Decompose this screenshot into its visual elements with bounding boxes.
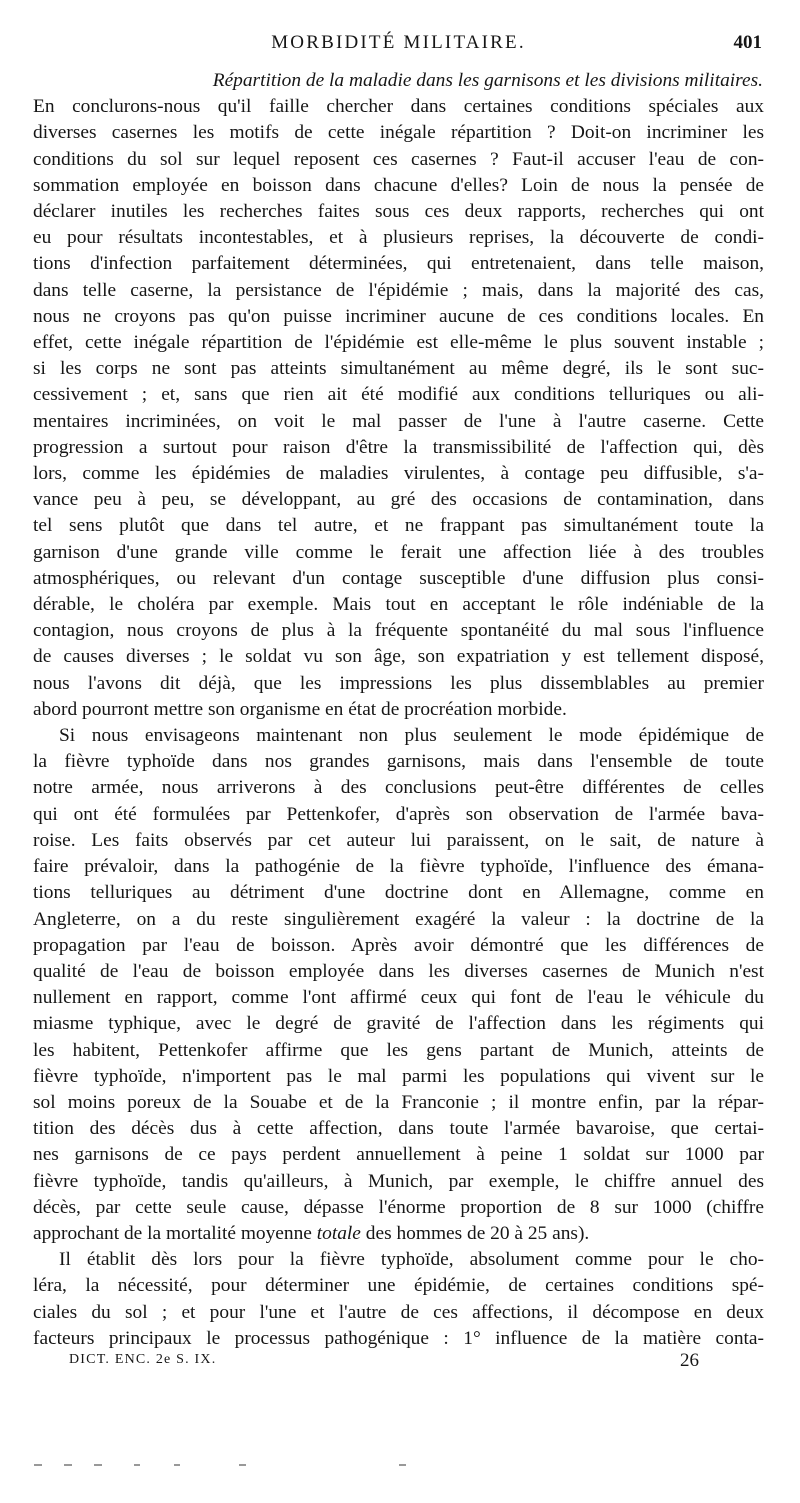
footer: [69, 1350, 699, 1371]
text-line: dans telle caserne, la persistance de l'épidémie ; mais, dans la majorité des cas,: [33, 279, 764, 301]
text-run: approchant de la mortalité moyenne: [33, 1222, 317, 1244]
paragraph-1: [33, 94, 764, 723]
text-line: notre armée, nous arriverons à des conclusions peut-être différentes de celles: [33, 777, 764, 799]
emphasis-word: totale: [316, 1222, 361, 1244]
text-line: nullement en rapport, comme l'ont affirmé ceux qui font de l'eau le véhicule du: [33, 987, 764, 1009]
text-line: la fièvre typhoïde dans nos grandes garnisons, mais dans l'ensemble de toute: [33, 751, 764, 773]
text-line: tition des décès dus à cette affection, dans toute l'armée bavaroise, que certai-: [33, 1118, 764, 1140]
text-line: mentaires incriminées, on voit le mal passer de l'une à l'autre caserne. Cette: [33, 410, 764, 432]
text-run: des hommes de 20 à 25 ans).: [360, 1222, 590, 1244]
text-line: lors, comme les épidémies de maladies virulentes, à contage peu diffusible, s'a-: [33, 463, 764, 485]
text-line: cessivement ; et, sans que rien ait été modifié aux conditions telluriques ou ali-: [33, 384, 764, 406]
text-line: tions d'infection parfaitement déterminées, qui entretenaient, dans telle maison,: [33, 253, 764, 275]
signature-number: 26: [680, 1350, 699, 1371]
text-line: qualité de l'eau de boisson employée dans les diverses casernes de Munich n'est: [33, 960, 764, 982]
text-line: sol moins poreux de la Souabe et de la Franconie ; il montre enfin, par la répar-: [33, 1091, 764, 1113]
text-line: eu pour résultats incontestables, et à plusieurs reprises, la découverte de condi-: [33, 227, 764, 249]
text-line: vance peu à peu, se développant, au gré des occasions de contamination, dans: [33, 489, 764, 511]
text-line: Si nous envisageons maintenant non plus seulement le mode épidémique de: [59, 725, 764, 747]
text-line: facteurs principaux le processus pathogénique : 1° influence de la matière conta-: [33, 1327, 764, 1349]
running-head: [33, 32, 764, 56]
text-line: garnison d'une grande ville comme le ferait une affection liée à des troubles: [33, 541, 764, 563]
text-line: nous ne croyons pas qu'on puisse incriminer aucune de ces conditions locales. En: [33, 305, 764, 327]
text-line: si les corps ne sont pas atteints simultanément au même degré, ils le sont suc-: [33, 358, 764, 380]
scan-artifact-marks: [34, 1462, 414, 1468]
page-number: 401: [733, 32, 762, 53]
text-line: dérable, le choléra par exemple. Mais tout en acceptant le rôle indéniable de la: [33, 594, 764, 616]
paragraph-3: [33, 1247, 764, 1352]
text-line: tel sens plutôt que dans tel autre, et ne frappant pas simultanément toute la: [33, 515, 764, 537]
text-line: abord pourront mettre son organisme en état de procréation morbide.: [33, 698, 567, 720]
text-line: déclarer inutiles les recherches faites sous ces deux rapports, recherches qui ont: [33, 201, 764, 223]
text-line: tions telluriques au détriment d'une doctrine dont en Allemagne, comme en: [33, 882, 764, 904]
signature-label: DICT. ENC. 2e S. IX.: [69, 1352, 217, 1367]
text-line: décès, par cette seule cause, dépasse l'énorme proportion de 8 sur 1000 (chiffre: [33, 1196, 764, 1218]
text-line: roise. Les faits observés par cet auteur lui paraissent, on le sait, de nature à: [33, 829, 764, 851]
text-line: propagation par l'eau de boisson. Après avoir démontré que les différences de: [33, 934, 764, 956]
text-line: contagion, nous croyons de plus à la fréquente spontanéité du mal sous l'influence: [33, 620, 764, 642]
text-line: qui ont été formulées par Pettenkofer, d'après son observation de l'armée bava-: [33, 803, 764, 825]
text-line: Angleterre, on a du reste singulièrement exagéré la valeur : la doctrine de la: [33, 908, 764, 930]
text-line: Il établit dès lors pour la fièvre typhoïde, absolument comme pour le cho-: [59, 1249, 764, 1271]
text-line: [33, 1221, 764, 1247]
section-heading: Répartition de la maladie dans les garnisons et les divisions militaires.: [212, 70, 763, 91]
text-line: nes garnisons de ce pays perdent annuellement à peine 1 soldat sur 1000 par: [33, 1144, 764, 1166]
text-line: léra, la nécessité, pour déterminer une épidémie, de certaines conditions spé-: [33, 1275, 764, 1297]
text-line: diverses casernes les motifs de cette inégale répartition ? Doit-on incriminer les: [33, 122, 764, 144]
text-line: sommation employée en boisson dans chacune d'elles? Loin de nous la pensée de: [33, 174, 764, 196]
text-line: conditions du sol sur lequel reposent ces casernes ? Faut-il accuser l'eau de con-: [33, 148, 764, 170]
text-line: progression a surtout pour raison d'être la transmissibilité de l'affection qui, dès: [33, 436, 764, 458]
text-line: effet, cette inégale répartition de l'épidémie est elle-même le plus souvent instable ;: [33, 332, 764, 354]
text-line: fièvre typhoïde, n'importent pas le mal parmi les populations qui vivent sur le: [33, 1065, 764, 1087]
text-line: fièvre typhoïde, tandis qu'ailleurs, à Munich, par exemple, le chiffre annuel des: [33, 1170, 764, 1192]
text-line: miasme typhique, avec le degré de gravité de l'affection dans les régiments qui: [33, 1013, 764, 1035]
text-line: En conclurons-nous qu'il faille chercher dans certaines conditions spéciales aux: [33, 96, 764, 118]
text-line: les habitent, Pettenkofer affirme que les gens partant de Munich, atteints de: [33, 1039, 764, 1061]
page: [33, 32, 764, 1352]
paragraph-2: [33, 723, 764, 1247]
text-line: atmosphériques, ou relevant d'un contage susceptible d'une diffusion plus consi-: [33, 567, 764, 589]
running-title: MORBIDITÉ MILITAIRE.: [271, 32, 526, 53]
text-line: nous l'avons dit déjà, que les impressions les plus dissemblables au premier: [33, 672, 764, 694]
text-line: ciales du sol ; et pour l'une et l'autre de ces affections, il décompose en deux: [33, 1301, 764, 1323]
text-line: de causes diverses ; le soldat vu son âge, son expatriation y est tellement disposé,: [33, 646, 764, 668]
text-line: faire prévaloir, dans la pathogénie de la fièvre typhoïde, l'influence des émana-: [33, 856, 764, 878]
body-text: [33, 68, 764, 1352]
